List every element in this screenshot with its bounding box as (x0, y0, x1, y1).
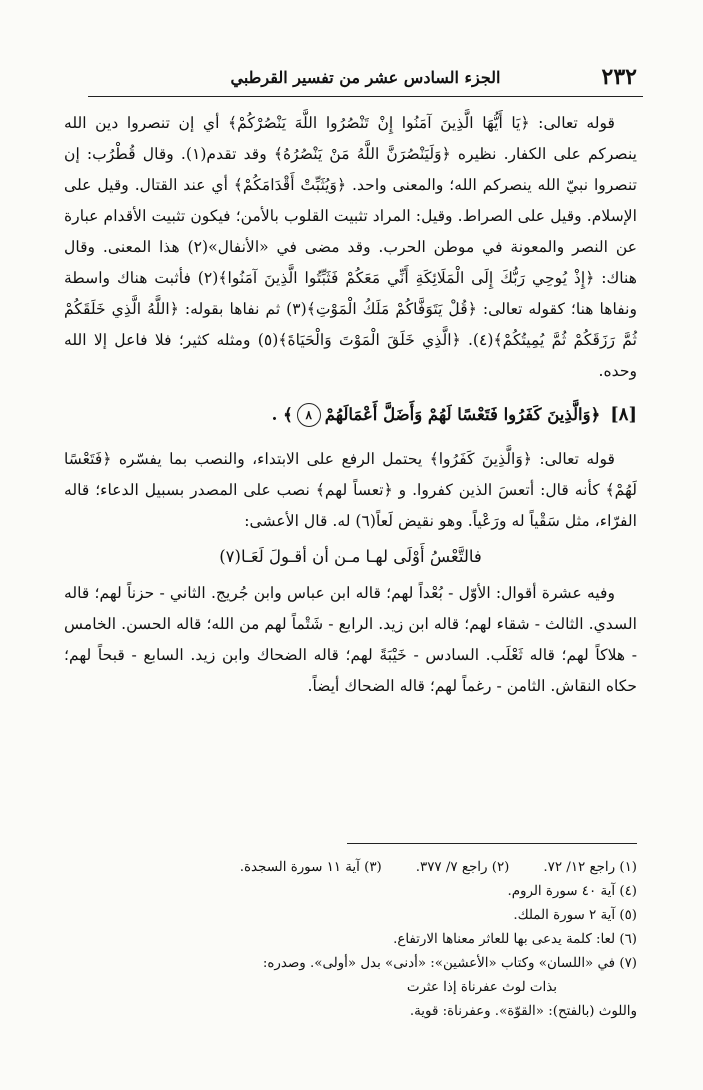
page-number: ٢٣٢ (601, 64, 637, 90)
footnote-5: (٥) آية ٢ سورة الملك. (513, 908, 637, 923)
verse-heading (64, 399, 637, 430)
verse-text: ﴿وَالَّذِينَ كَفَرُوا فَتَعْسًا لَهُمْ وَأَضَلَّ أَعْمَالَهُمْ (324, 405, 601, 424)
footnote-4: (٤) آية ٤٠ سورة الروم. (507, 884, 637, 899)
footnote-7: (٧) في «اللسان» وكتاب «الأعشين»: «أدنى» بدل «أولى». وصدره: (262, 956, 637, 971)
footnote-7-tail: واللوث (بالفتح): «القوّة». وعفرناة: قوية. (409, 1004, 637, 1019)
footnote-row (120, 856, 637, 880)
verse-closing: ﴾ . (271, 405, 293, 424)
main-text (64, 108, 637, 702)
page-header (88, 62, 643, 97)
footnote-3: (٣) آية ١١ سورة السجدة. (239, 860, 382, 875)
footnote-divider (347, 843, 637, 844)
footnote-7-verse: بذات لوث عفرناة إذا عثرت (406, 980, 557, 995)
footnote-1: (١) راجع ١٢/ ٧٢. (543, 860, 637, 875)
footnote-2: (٢) راجع ٧/ ٣٧٧. (415, 860, 510, 875)
commentary-paragraph: وفيه عشرة أقوال: الأوّل - بُعْداً لهم؛ قاله ابن عباس وابن جُريج. الثاني - حزناً لهم؛ قاله السدي. الثالث - شقاء لهم؛ قاله ابن زيد. الرابع - شَتْماً لهم من الله؛ قاله الحسن. الخامس - هلاكاً لهم؛ قاله ثَعْلَب. السادس - خَيْبَةً لهم؛ قاله الضحاك وابن زيد. السابع - قبحاً لهم؛ حكاه النقاش. الثامن - رغماً لهم؛ قاله الضحاك أيضاً. (64, 584, 637, 695)
commentary-paragraph: قوله تعالى: ﴿وَالَّذِينَ كَفَرُوا﴾ يحتمل الرفع على الابتداء، والنصب بما يفسّره ﴿فَتَعْسًا لَهُمْ﴾ كأنه قال: أتعسَ الذين كفروا. و ﴿تعساً لهم﴾ نصب على المصدر بسبيل الدعاء؛ قاله الفرّاء، مثل سَقْياً له ورَعْياً. وهو نقيض لَعاً(٦) له. قال الأعشى: (64, 450, 637, 530)
poetry-line: فالتَّعْسُ أَوْلَى لهـا مـن أن أقـولَ لَعَـا(٧) (219, 547, 482, 566)
verse-number: [٨] (610, 404, 637, 425)
aya-marker-icon: ٨ (297, 403, 321, 427)
footnotes (120, 856, 637, 1024)
running-title: الجزء السادس عشر من تفسير القرطبي (230, 68, 501, 87)
footnote-6: (٦) لعا: كلمة يدعى بها للعاثر معناها الارتفاع. (393, 932, 637, 947)
commentary-paragraph: قوله تعالى: ﴿يَا أَيُّهَا الَّذِينَ آمَنُوا إِنْ تَنْصُرُوا اللَّهَ يَنْصُرْكُمْ﴾ أي إن تنصروا دين الله ينصركم على الكفار. نظيره ﴿وَلَيَنْصُرَنَّ اللَّهُ مَنْ يَنْصُرُهُ﴾ وقد تقدم(١). وقال قُطْرُب: إن تنصروا نبيّ الله ينصركم الله؛ والمعنى واحد. ﴿وَيُثَبِّتْ أَقْدَامَكُمْ﴾ أي عند القتال. وقيل على الإسلام. وقيل على الصراط. وقيل: المراد تثبيت القلوب بالأمن؛ فيكون تثبيت الأقدام عبارة عن النصر والمعونة في موطن الحرب. وقد مضى في «الأنفال»(٢) هذا المعنى. وقال هناك: ﴿إِذْ يُوحِي رَبُّكَ إِلَى الْمَلَائِكَةِ أَنِّي مَعَكُمْ فَثَبِّتُوا الَّذِينَ آمَنُوا﴾(٢) فأثبت هناك واسطة ونفاها هنا؛ كقوله تعالى: ﴿قُلْ يَتَوَفَّاكُمْ مَلَكُ الْمَوْتِ﴾(٣) ثم نفاها بقوله: ﴿اللَّهُ الَّذِي خَلَقَكُمْ ثُمَّ رَزَقَكُمْ ثُمَّ يُمِيتُكُمْ﴾(٤). ﴿الَّذِي خَلَقَ الْمَوْتَ وَالْحَيَاةَ﴾(٥) ومثله كثير؛ فلا فاعل إلا الله وحده. (64, 114, 638, 380)
